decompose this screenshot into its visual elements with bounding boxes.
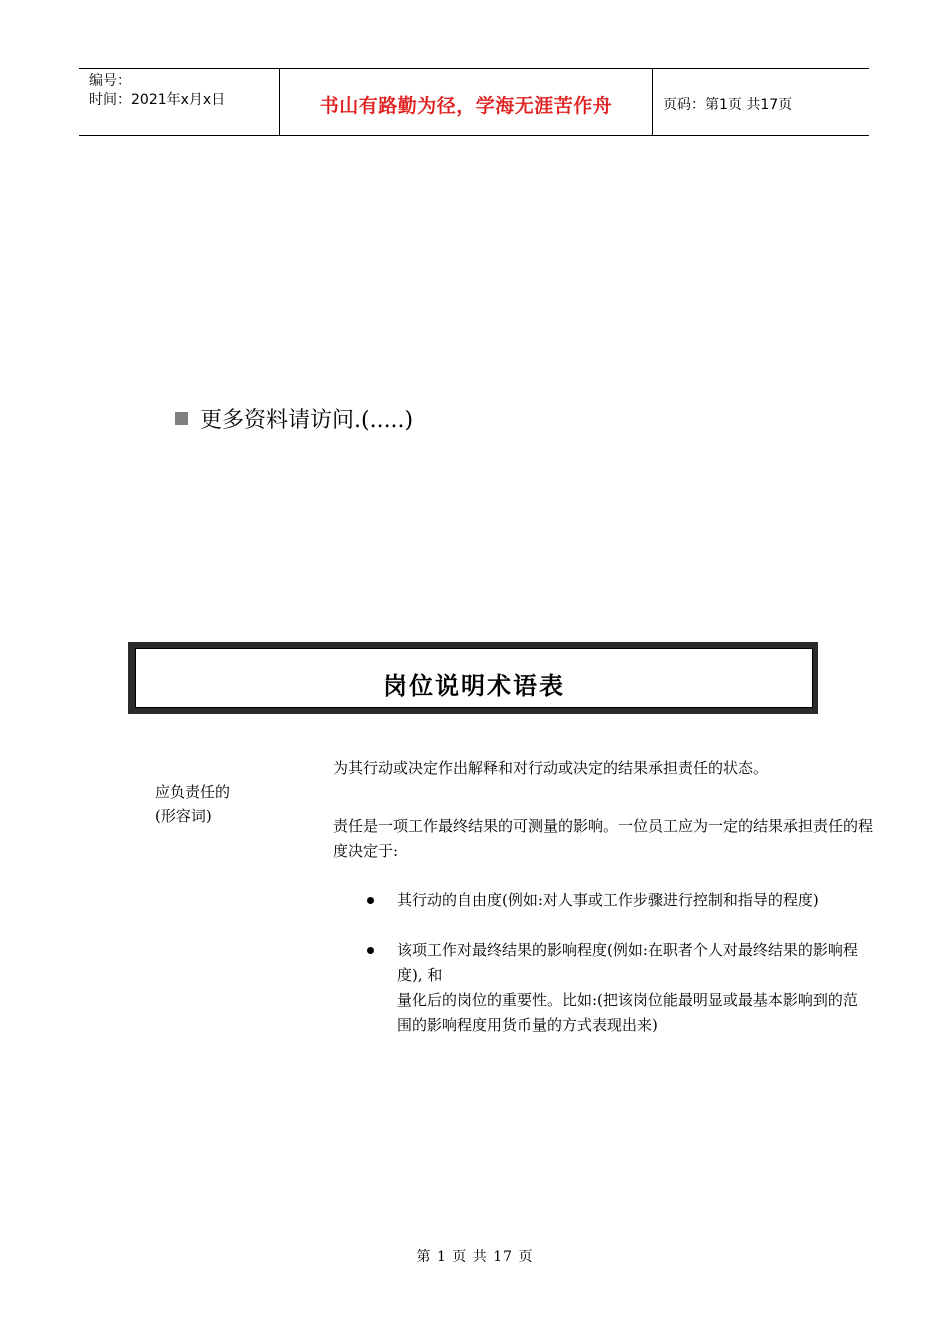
term-pos: (形容词) xyxy=(155,807,212,825)
page-title: 岗位说明术语表 xyxy=(383,671,565,700)
page-info: 页码：第1页 共17页 xyxy=(663,97,793,113)
square-bullet-icon xyxy=(175,412,188,425)
number-label: 编号： xyxy=(89,73,131,89)
visit-text: 更多资料请访问.(.....) xyxy=(200,408,414,433)
header-motto-cell xyxy=(280,69,653,135)
closing-text: 量化后的岗位的重要性。比如:(把该岗位能最明显或最基本影响到的范围的影响程度用货币量的方式表现出来) xyxy=(397,991,858,1034)
term-name: 应负责任的 xyxy=(155,783,231,801)
bullet-item: 该项工作对最终结果的影响程度(例如:在职者个人对最终结果的影响程度), 和 xyxy=(397,941,858,984)
header-table xyxy=(79,68,869,136)
title-box-inner xyxy=(135,648,813,708)
bullet-dot-icon xyxy=(367,897,374,904)
bullet-dot-icon xyxy=(367,947,374,954)
header-meta-cell xyxy=(79,69,280,135)
definition-text: 为其行动或决定作出解释和对行动或决定的结果承担责任的状态。 xyxy=(333,759,769,777)
header-page-cell xyxy=(653,69,869,135)
bullet-item: 其行动的自由度(例如:对人事或工作步骤进行控制和指导的程度) xyxy=(397,891,819,909)
time-label: 时间：2021年x月x日 xyxy=(89,92,226,108)
paragraph-text: 责任是一项工作最终结果的可测量的影响。一位员工应为一定的结果承担责任的程度决定于: xyxy=(333,817,874,860)
visit-line xyxy=(175,406,413,436)
title-box xyxy=(128,642,818,714)
page-footer: 第 1 页 共 17 页 xyxy=(416,1249,534,1265)
term-block xyxy=(155,780,230,828)
motto: 书山有路勤为径，学海无涯苦作舟 xyxy=(319,95,613,117)
